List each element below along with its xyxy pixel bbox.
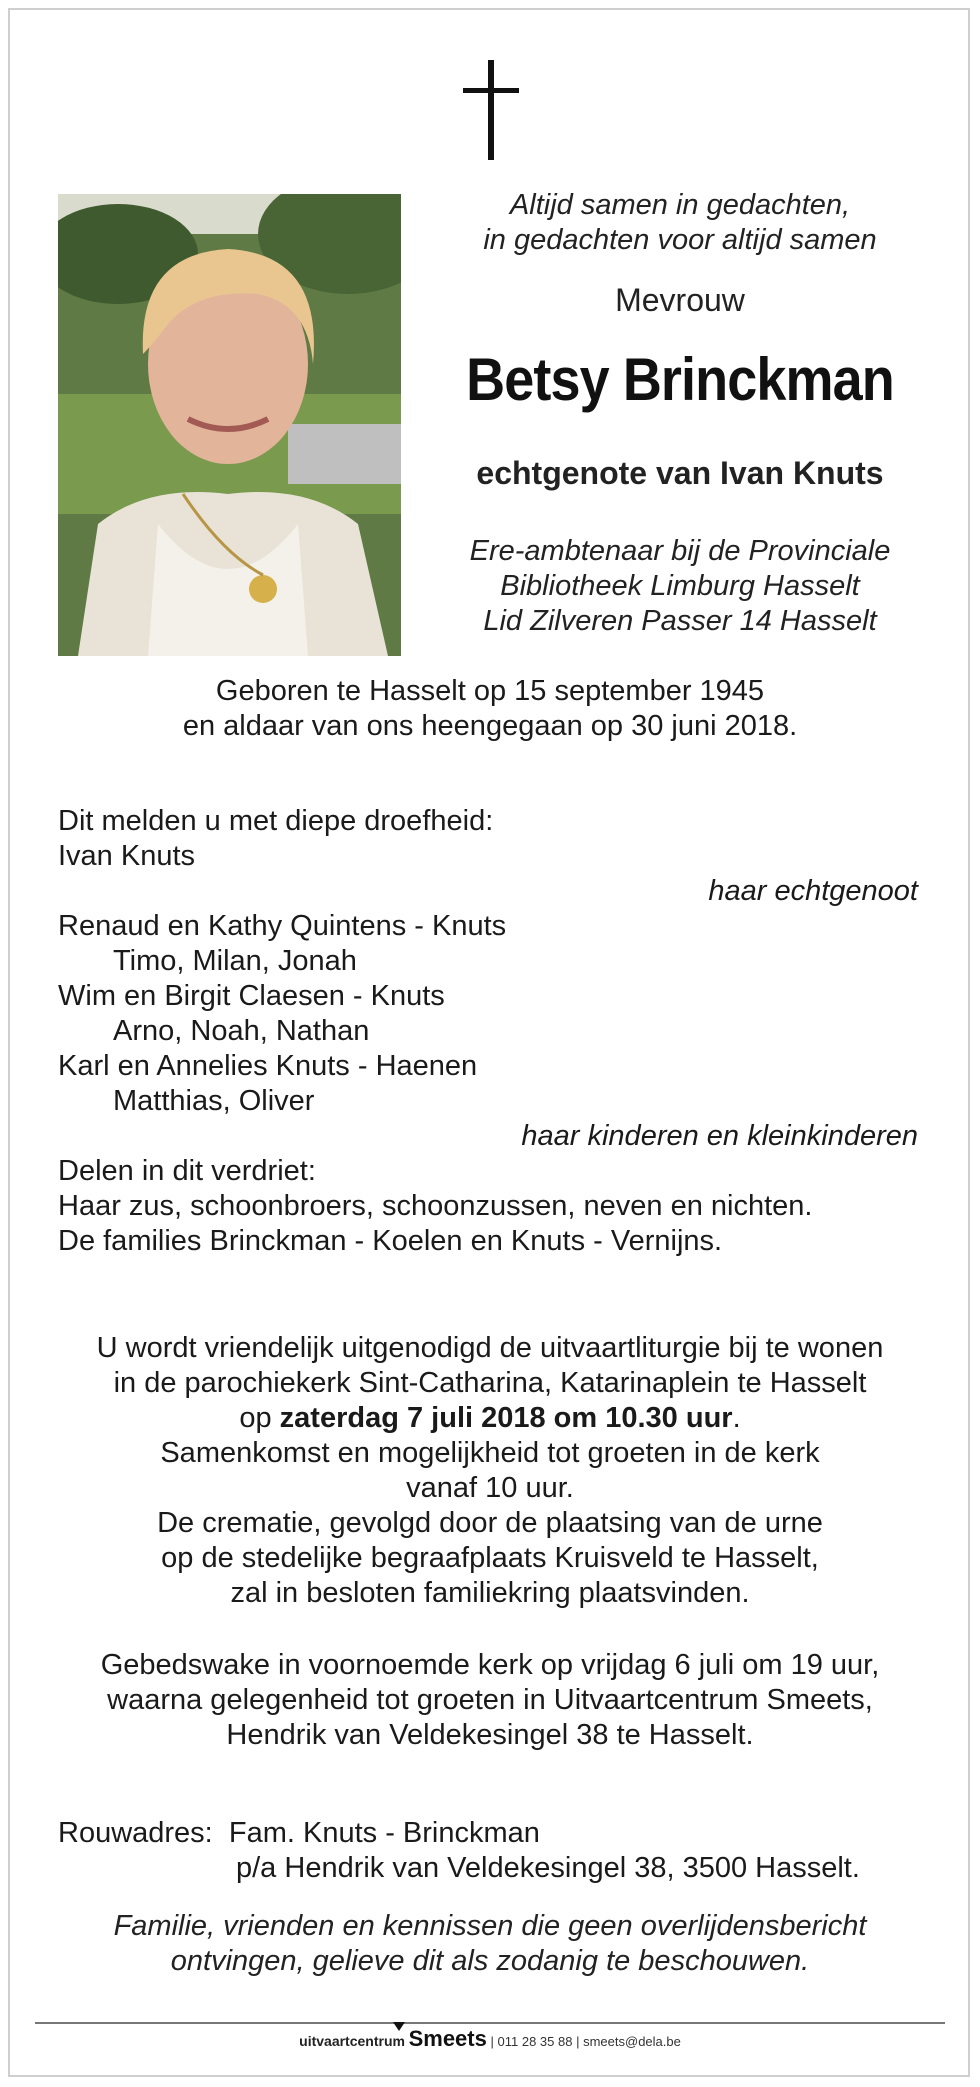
grandchildren-2: Arno, Noah, Nathan [113,1015,370,1047]
family-list [58,804,918,1259]
invite-line-7: op de stedelijke begraafplaats Kruisveld te Hasselt, [161,1542,819,1574]
footer-separator: | [576,2034,580,2049]
title-line-3: Lid Zilveren Passer 14 Hasselt [483,605,877,637]
child-family-3: Karl en Annelies Knuts - Haenen [58,1050,478,1082]
motto-line-2: in gedachten voor altijd samen [483,224,877,256]
title-line-2: Bibliotheek Limburg Hasselt [500,570,860,602]
invite-line-5: vanaf 10 uur. [406,1472,574,1504]
deceased-name: Betsy Brinckman [466,346,894,413]
invite-line-3 [40,1401,940,1436]
invite-line-6: De crematie, gevolgd door de plaatsing van de urne [157,1507,823,1539]
invite-date-suffix: . [732,1402,741,1434]
title-line-1: Ere-ambtenaar bij de Provinciale [469,535,891,567]
spouse-name: Ivan Knuts [58,840,196,872]
condolence-address [58,1816,918,1886]
children-role: haar kinderen en kleinkinderen [521,1120,918,1152]
portrait-photo [58,194,401,656]
invite-line-4: Samenkomst en mogelijkheid tot groeten in de kerk [160,1437,820,1469]
notice-text [40,1909,940,1979]
footer-company: Smeets [408,2026,487,2051]
salutation: Mevrouw [615,282,745,318]
wake-line-2: waarna gelegenheid tot groeten in Uitvaartcentrum Smeets, [107,1684,873,1716]
motto-line-1: Altijd samen in gedachten, [509,189,851,221]
notice-line-1: Familie, vrienden en kennissen die geen overlijdensbericht [113,1910,867,1942]
funeral-date: zaterdag 7 juli 2018 om 10.30 uur [279,1402,733,1434]
birth-line: Geboren te Hasselt op 15 september 1945 [215,675,765,707]
footer-email: smeets@dela.be [583,2034,681,2049]
footer-brand: uitvaartcentrum [299,2033,405,2049]
relatives-line-2: De families Brinckman - Koelen en Knuts - Vernijns. [58,1225,723,1257]
footer-divider [35,2022,945,2024]
address-name: Fam. Knuts - Brinckman [228,1817,540,1849]
grandchildren-1: Timo, Milan, Jonah [113,945,357,977]
wake-line-3: Hendrik van Veldekesingel 38 te Hasselt. [226,1719,754,1751]
child-family-2: Wim en Birgit Claesen - Knuts [58,980,445,1012]
share-intro: Delen in dit verdriet: [58,1155,316,1187]
address-street: p/a Hendrik van Veldekesingel 38, 3500 Hasselt. [236,1852,860,1884]
invite-line-2: in de parochiekerk Sint-Catharina, Katarinaplein te Hasselt [113,1367,867,1399]
spouse-line: echtgenote van Ivan Knuts [476,455,884,491]
wake-line-1: Gebedswake in voornoemde kerk op vrijdag 6 juli om 19 uur, [100,1649,880,1681]
footer-phone: 011 28 35 88 [497,2034,573,2049]
invite-line-1: U wordt vriendelijk uitgenodigd de uitvaartliturgie bij te wonen [96,1332,884,1364]
family-intro: Dit melden u met diepe droefheid: [58,805,494,837]
child-family-1: Renaud en Kathy Quintens - Knuts [58,910,507,942]
footer-separator: | [490,2034,494,2049]
triangle-marker-icon [393,2022,405,2031]
footer [0,2026,980,2052]
funeral-invitation [40,1331,940,1611]
honorary-titles [430,534,930,639]
prayer-vigil [40,1648,940,1753]
motto [430,188,930,258]
invite-line-8: zal in besloten familiekring plaatsvinden. [230,1577,750,1609]
death-line: en aldaar van ons heengegaan op 30 juni 2018. [182,710,798,742]
notice-line-2: ontvingen, gelieve dit als zodanig te beschouwen. [170,1945,810,1977]
grandchildren-3: Matthias, Oliver [113,1085,315,1117]
address-label: Rouwadres: [58,1817,213,1849]
relatives-line-1: Haar zus, schoonbroers, schoonzussen, neven en nichten. [58,1190,813,1222]
invite-date-prefix: op [239,1402,280,1434]
birth-death-info [40,674,940,744]
spouse-role: haar echtgenoot [708,875,918,907]
cross-icon [463,60,519,160]
